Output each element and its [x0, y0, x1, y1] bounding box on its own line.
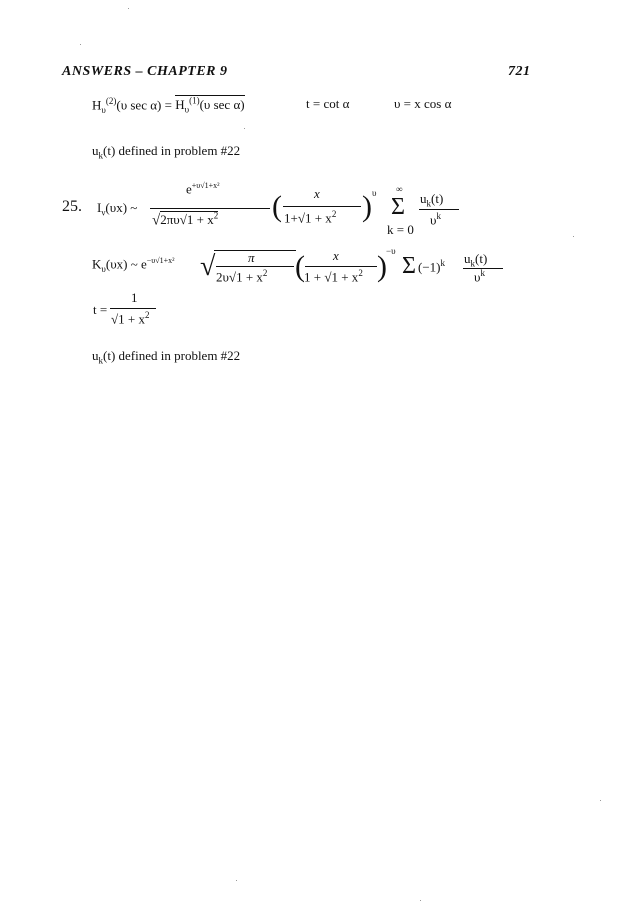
t-lhs: t = — [93, 302, 108, 317]
exp-e: e — [186, 181, 192, 197]
k-uk-den-sup: k — [480, 268, 485, 278]
k-x-fraction-bar — [305, 266, 377, 267]
t-definition: t = cot α — [306, 96, 350, 111]
i-den-text: 2πυ√1 + x — [160, 212, 214, 228]
t-den-text: √1 + x — [111, 311, 145, 327]
k-sign-text: (−1) — [418, 259, 441, 275]
k-uk-sub: k — [470, 258, 475, 269]
h-subscript-rhs: υ — [184, 104, 190, 115]
k-pi-den-text: 2υ√1 + x — [216, 269, 263, 285]
t-den-sup: 2 — [144, 310, 150, 320]
scan-speck — [128, 8, 129, 9]
scan-speck — [244, 128, 245, 129]
uk-den-symbol: υ — [430, 212, 437, 228]
k-pi-denominator — [216, 268, 267, 285]
page-number: 721 — [508, 64, 531, 79]
uk-note-text: (t) defined in problem #22 — [103, 143, 241, 158]
k-lhs — [92, 256, 175, 274]
k-x-numerator: x — [333, 248, 339, 263]
sum-upper: ∞ — [396, 184, 403, 194]
uk-num-rest: (t) — [431, 191, 444, 206]
h-argument-rhs: (υ sec α) — [199, 97, 245, 113]
k-power: −υ — [386, 246, 396, 256]
h-symbol: H — [92, 97, 102, 113]
power-v: υ — [372, 188, 377, 198]
k-uk-denominator — [474, 268, 485, 285]
i-fraction-bar — [150, 208, 270, 209]
x-den-sup: 2 — [331, 209, 337, 219]
i-symbol: I — [97, 200, 102, 215]
k-pi-den-sup: 2 — [262, 268, 268, 278]
x-den-text: 1+√1 + x — [284, 210, 332, 226]
uk-numerator — [420, 191, 443, 209]
k-x-den-text: 1 + √1 + x — [304, 269, 359, 285]
right-paren: ) — [362, 190, 372, 223]
h-superscript: (2) — [105, 96, 117, 106]
t-fraction-bar — [110, 308, 156, 309]
k-uk-den-symbol: υ — [474, 269, 481, 285]
k-exp-power: −υ√1+x² — [146, 256, 175, 265]
uk-num-sub: k — [426, 198, 431, 209]
k-pi-fraction-bar — [216, 266, 294, 267]
k-argument: (υx) ~ e — [105, 256, 147, 272]
sqrt-sign: √ — [152, 212, 161, 229]
k-uk-rest: (t) — [475, 251, 488, 266]
uk-den-sup: k — [436, 211, 441, 221]
k-pi: π — [248, 250, 255, 265]
uk-note-2 — [92, 348, 240, 366]
k-x-den-sup: 2 — [358, 268, 363, 278]
k-big-sqrt: √ — [200, 251, 216, 282]
conjugate-bar — [175, 95, 245, 115]
scan-speck — [236, 880, 237, 881]
uk-fraction-bar — [419, 209, 459, 210]
sum-symbol: Σ — [391, 194, 405, 220]
problem-number: 25. — [62, 198, 82, 215]
sqrt-content — [160, 211, 218, 227]
t-denominator — [111, 310, 149, 327]
left-paren: ( — [272, 190, 282, 223]
i-lhs — [97, 200, 137, 218]
k-left-paren: ( — [295, 250, 305, 283]
k-right-paren: ) — [377, 250, 387, 283]
uk-subscript: k — [98, 150, 103, 161]
i-numerator — [186, 181, 220, 197]
h-symbol-rhs: H — [175, 97, 185, 113]
i-argument: (υx) ~ — [105, 200, 138, 215]
chapter-header: ANSWERS – CHAPTER 9 — [62, 64, 228, 79]
i-subscript: ν — [101, 207, 106, 218]
scan-speck — [600, 800, 601, 801]
k-sign-sup: k — [440, 258, 445, 268]
x-numerator: x — [314, 186, 320, 201]
uk-symbol-2: u — [92, 348, 99, 363]
k-sign — [418, 258, 445, 275]
k-uk-symbol: u — [464, 251, 471, 266]
sum-lower: k = 0 — [387, 222, 414, 237]
h-argument: (υ sec α) — [116, 97, 162, 113]
equals-sign: = — [164, 97, 172, 113]
i-denominator — [152, 211, 218, 229]
exp-power: +υ√1+x² — [191, 181, 220, 190]
h-subscript: υ — [101, 104, 106, 115]
hankel-relation — [92, 96, 245, 115]
k-x-denominator — [304, 268, 363, 285]
k-subscript: υ — [101, 263, 106, 274]
h-superscript-rhs: (1) — [189, 96, 200, 106]
k-symbol: K — [92, 256, 102, 272]
t-numerator: 1 — [131, 290, 138, 305]
uk-num-symbol: u — [420, 191, 427, 206]
uk-note-text-2: (t) defined in problem #22 — [103, 348, 241, 363]
k-sum-symbol: Σ — [402, 253, 416, 279]
uk-subscript-2: k — [98, 355, 103, 366]
v-definition: υ = x cos α — [394, 96, 452, 111]
scan-speck — [420, 900, 421, 901]
scan-speck — [573, 236, 574, 237]
uk-symbol: u — [92, 143, 99, 158]
x-denominator — [284, 209, 336, 226]
i-den-sup: 2 — [213, 211, 219, 221]
uk-note-1 — [92, 143, 240, 161]
scan-speck — [80, 44, 81, 45]
k-sqrt-overline — [214, 250, 296, 251]
x-fraction-bar — [283, 206, 361, 207]
uk-denominator — [430, 211, 441, 228]
k-uk-numerator — [464, 251, 487, 269]
